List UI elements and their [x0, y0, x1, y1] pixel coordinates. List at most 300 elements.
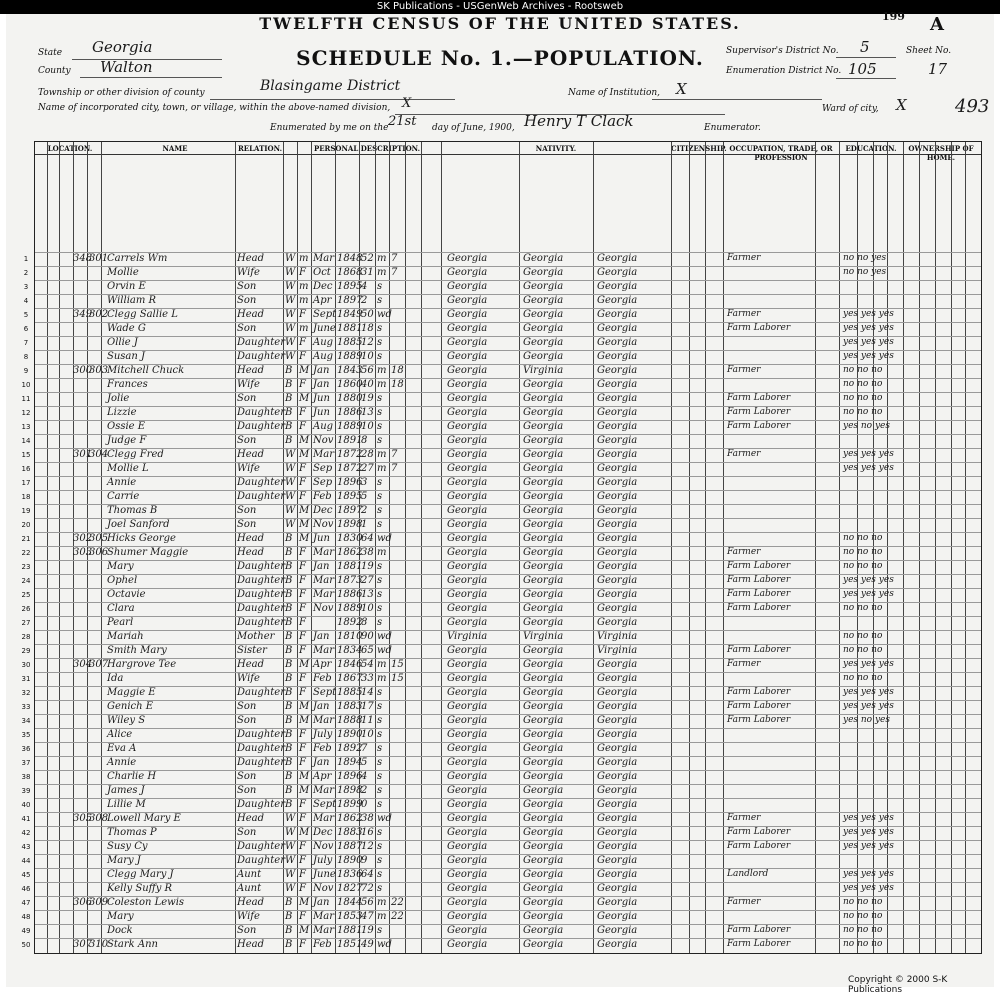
cell-education: no no no: [843, 939, 883, 949]
cell-sex: F: [299, 645, 306, 656]
cell-sex: F: [299, 911, 306, 922]
row-number: 36: [21, 745, 31, 753]
cell-birthplace: Georgia: [447, 323, 488, 334]
cell-birth-year: 1881: [337, 561, 363, 572]
cell-mother-birthplace: Georgia: [597, 561, 638, 572]
cell-family: 301: [89, 253, 109, 264]
cell-father-birthplace: Georgia: [523, 281, 564, 292]
cell-marital: m: [377, 253, 387, 264]
cell-birth-year: 1885: [337, 687, 363, 698]
cell-race: W: [285, 323, 296, 334]
cell-sex: F: [299, 351, 306, 362]
cell-relation: Mother: [237, 631, 275, 642]
cell-age: 33: [361, 673, 374, 684]
cell-father-birthplace: Georgia: [523, 771, 564, 782]
cell-name: Dock: [107, 925, 133, 936]
cell-father-birthplace: Georgia: [523, 533, 564, 544]
cell-marital: s: [377, 785, 383, 796]
cell-birth-year: 1880: [337, 393, 363, 404]
cell-marital: wd: [377, 813, 392, 824]
cell-relation: Daughter: [237, 491, 285, 502]
cell-sex: M: [299, 365, 310, 376]
cell-birthplace: Georgia: [447, 295, 488, 306]
cell-father-birthplace: Georgia: [523, 547, 564, 558]
cell-father-birthplace: Georgia: [523, 323, 564, 334]
cell-birth-month: June: [313, 869, 336, 880]
cell-name: Wiley S: [107, 715, 146, 726]
table-row: [35, 434, 981, 435]
cell-father-birthplace: Georgia: [523, 841, 564, 852]
cell-dwelling: 305: [73, 813, 93, 824]
cell-father-birthplace: Georgia: [523, 827, 564, 838]
cell-name: Ollie J: [107, 337, 138, 348]
cell-race: B: [285, 701, 293, 712]
cell-occupation: Farmer: [727, 365, 761, 375]
cell-relation: Daughter: [237, 421, 285, 432]
row-number: 33: [21, 703, 31, 711]
cell-birth-month: Nov: [313, 603, 334, 614]
row-number: 41: [21, 815, 31, 823]
cell-relation: Son: [237, 827, 257, 838]
cell-birth-month: Nov: [313, 883, 334, 894]
cell-birthplace: Georgia: [447, 785, 488, 796]
cell-race: B: [285, 715, 293, 726]
cell-birth-year: 1892: [337, 617, 363, 628]
cell-birth-month: Feb: [313, 491, 332, 502]
cell-race: B: [285, 393, 293, 404]
cell-birthplace: Georgia: [447, 841, 488, 852]
row-number: 19: [21, 507, 31, 515]
cell-sex: F: [299, 631, 306, 642]
cell-name: Wade G: [107, 323, 146, 334]
cell-occupation: Farm Laborer: [727, 939, 791, 949]
cell-mother-birthplace: Georgia: [597, 351, 638, 362]
cell-marital: s: [377, 855, 383, 866]
cell-education: yes yes yes: [843, 841, 894, 851]
cell-birth-month: Feb: [313, 939, 332, 950]
table-row: [35, 252, 981, 253]
cell-occupation: Farmer: [727, 309, 761, 319]
cell-race: W: [285, 295, 296, 306]
cell-age: 4: [361, 281, 368, 292]
cell-birth-month: Dec: [313, 505, 333, 516]
cell-occupation: Landlord: [727, 869, 769, 879]
cell-relation: Son: [237, 323, 257, 334]
cell-relation: Daughter: [237, 799, 285, 810]
cell-mother-birthplace: Georgia: [597, 477, 638, 488]
cell-mother-birthplace: Georgia: [597, 435, 638, 446]
cell-name: Clegg Mary J: [107, 869, 174, 880]
column-rule: [705, 142, 706, 953]
cell-name: Maggie E: [107, 687, 156, 698]
cell-birth-month: Mar: [313, 813, 334, 824]
column-rule: [815, 142, 816, 953]
cell-name: Hicks George: [107, 533, 176, 544]
cell-birth-month: Aug: [313, 351, 334, 362]
cell-mother-birthplace: Georgia: [597, 785, 638, 796]
row-number: 39: [21, 787, 31, 795]
cell-sex: m: [299, 295, 309, 306]
cell-occupation: Farmer: [727, 449, 761, 459]
cell-sex: F: [299, 687, 306, 698]
cell-marital: s: [377, 351, 383, 362]
cell-father-birthplace: Georgia: [523, 729, 564, 740]
cell-birthplace: Georgia: [447, 925, 488, 936]
cell-name: Mollie L: [107, 463, 149, 474]
cell-family: 310: [89, 939, 109, 950]
cell-birth-month: Apr: [313, 771, 332, 782]
row-number: 4: [23, 297, 29, 305]
cell-race: B: [285, 729, 293, 740]
cell-race: W: [285, 477, 296, 488]
cell-marital: s: [377, 337, 383, 348]
column-rule: [903, 142, 904, 953]
cell-mother-birthplace: Georgia: [597, 253, 638, 264]
cell-relation: Daughter: [237, 589, 285, 600]
cell-birthplace: Georgia: [447, 603, 488, 614]
cell-relation: Daughter: [237, 743, 285, 754]
row-number: 37: [21, 759, 31, 767]
cell-education: yes no yes: [843, 421, 890, 431]
cell-education: no no yes: [843, 253, 887, 263]
cell-mother-birthplace: Georgia: [597, 743, 638, 754]
cell-dwelling: 304: [73, 659, 93, 670]
sheet-label: Sheet No.: [906, 46, 952, 56]
schedule-title: SCHEDULE No. 1.—POPULATION.: [296, 46, 704, 70]
cell-education: no no no: [843, 379, 883, 389]
column-rule: [389, 142, 390, 953]
cell-years-married: 7: [391, 267, 398, 278]
cell-family: 306: [89, 547, 109, 558]
cell-occupation: Farm Laborer: [727, 575, 791, 585]
cell-name: Annie: [107, 757, 137, 768]
cell-father-birthplace: Georgia: [523, 659, 564, 670]
cell-mother-birthplace: Virginia: [597, 631, 638, 642]
cell-marital: s: [377, 617, 383, 628]
cell-birth-year: 1888: [337, 715, 363, 726]
cell-birth-month: Jun: [313, 407, 330, 418]
cell-age: 13: [361, 407, 374, 418]
cell-occupation: Farm Laborer: [727, 687, 791, 697]
cell-marital: s: [377, 771, 383, 782]
table-row: [35, 336, 981, 337]
cell-birth-year: 1848: [337, 253, 363, 264]
cell-race: B: [285, 911, 293, 922]
row-number: 5: [23, 311, 29, 319]
cell-birth-year: 1868: [337, 267, 363, 278]
cell-race: B: [285, 757, 293, 768]
cell-birthplace: Georgia: [447, 449, 488, 460]
cell-birthplace: Georgia: [447, 281, 488, 292]
cell-birth-year: 1892: [337, 743, 363, 754]
cell-sex: M: [299, 533, 310, 544]
cell-birth-year: 1844: [337, 897, 363, 908]
cell-name: Carrels Wm: [107, 253, 168, 264]
cell-birth-year: 1899: [337, 799, 363, 810]
cell-birth-year: 1883: [337, 827, 363, 838]
cell-age: 2: [361, 295, 368, 306]
cell-name: Ossie E: [107, 421, 146, 432]
cell-dwelling: 302: [73, 533, 93, 544]
cell-father-birthplace: Georgia: [523, 785, 564, 796]
cell-birth-month: Aug: [313, 421, 334, 432]
cell-sex: M: [299, 505, 310, 516]
cell-father-birthplace: Georgia: [523, 701, 564, 712]
cell-education: yes yes yes: [843, 323, 894, 333]
cell-birth-month: Sept: [313, 799, 337, 810]
column-rule: [405, 142, 406, 953]
cell-marital: m: [377, 911, 387, 922]
col-occupation: OCCUPATION, TRADE, OR PROFESSION: [729, 144, 833, 162]
cell-sex: F: [299, 561, 306, 572]
cell-birthplace: Georgia: [447, 477, 488, 488]
cell-birth-year: 1873: [337, 575, 363, 586]
cell-marital: s: [377, 799, 383, 810]
cell-name: Alice: [107, 729, 133, 740]
cell-name: Lowell Mary E: [107, 813, 181, 824]
cell-years-married: 7: [391, 449, 398, 460]
cell-age: 18: [361, 323, 374, 334]
column-rule: [965, 142, 966, 953]
cell-name: Clegg Sallie L: [107, 309, 178, 320]
cell-birth-year: 1862: [337, 813, 363, 824]
cell-father-birthplace: Georgia: [523, 449, 564, 460]
cell-mother-birthplace: Georgia: [597, 295, 638, 306]
cell-marital: m: [377, 673, 387, 684]
cell-birth-month: Jan: [313, 365, 330, 376]
cell-dwelling: 301: [73, 449, 93, 460]
cell-marital: wd: [377, 939, 392, 950]
table-row: [35, 616, 981, 617]
cell-mother-birthplace: Georgia: [597, 589, 638, 600]
cell-relation: Wife: [237, 673, 260, 684]
cell-race: W: [285, 463, 296, 474]
cell-birth-month: Sep: [313, 463, 333, 474]
cell-relation: Daughter: [237, 729, 285, 740]
cell-mother-birthplace: Georgia: [597, 281, 638, 292]
cell-occupation: Farm Laborer: [727, 421, 791, 431]
cell-birth-month: Sept: [313, 309, 337, 320]
column-rule: [671, 142, 672, 953]
cell-marital: s: [377, 589, 383, 600]
cell-years-married: 15: [391, 673, 404, 684]
cell-race: B: [285, 407, 293, 418]
incorporated-value: X: [402, 96, 412, 111]
cell-father-birthplace: Georgia: [523, 463, 564, 474]
row-number: 17: [21, 479, 31, 487]
cell-relation: Daughter: [237, 337, 285, 348]
cell-birth-year: 1860: [337, 379, 363, 390]
cell-race: B: [285, 799, 293, 810]
cell-age: 65: [361, 645, 374, 656]
cell-age: 27: [361, 575, 374, 586]
cell-father-birthplace: Georgia: [523, 617, 564, 628]
cell-occupation: Farmer: [727, 253, 761, 263]
cell-birth-month: Jan: [313, 631, 330, 642]
cell-mother-birthplace: Georgia: [597, 799, 638, 810]
ward-label: Ward of city,: [822, 104, 879, 114]
row-number: 47: [21, 899, 31, 907]
cell-birth-year: 1894: [337, 757, 363, 768]
cell-name: Stark Ann: [107, 939, 158, 950]
cell-mother-birthplace: Georgia: [597, 897, 638, 908]
table-row: [35, 742, 981, 743]
supervisor-label: Supervisor's District No.: [726, 46, 839, 56]
table-row: [35, 672, 981, 673]
cell-sex: F: [299, 813, 306, 824]
cell-occupation: Farm Laborer: [727, 715, 791, 725]
cell-birth-month: Aug: [313, 337, 334, 348]
township-value: Blasingame District: [260, 78, 401, 94]
row-number: 6: [23, 325, 29, 333]
row-number: 22: [21, 549, 31, 557]
cell-age: 2: [361, 505, 368, 516]
cell-birthplace: Georgia: [447, 799, 488, 810]
cell-relation: Head: [237, 449, 265, 460]
cell-father-birthplace: Georgia: [523, 435, 564, 446]
table-row: [35, 406, 981, 407]
row-number: 26: [21, 605, 31, 613]
page-letter: A: [930, 14, 944, 35]
cell-birth-month: Mar: [313, 911, 334, 922]
cell-mother-birthplace: Georgia: [597, 267, 638, 278]
cell-marital: s: [377, 435, 383, 446]
cell-father-birthplace: Georgia: [523, 757, 564, 768]
enumerated-prefix: Enumerated by me on the: [270, 123, 389, 133]
table-row: [35, 770, 981, 771]
cell-age: 64: [361, 533, 374, 544]
cell-education: no no no: [843, 407, 883, 417]
cell-education: no no no: [843, 897, 883, 907]
cell-birth-month: Mar: [313, 925, 334, 936]
cell-relation: Daughter: [237, 351, 285, 362]
cell-age: 28: [361, 449, 374, 460]
column-rule: [297, 142, 298, 953]
cell-relation: Son: [237, 925, 257, 936]
cell-sex: M: [299, 827, 310, 838]
cell-mother-birthplace: Georgia: [597, 365, 638, 376]
cell-age: 64: [361, 869, 374, 880]
cell-name: Lillie M: [107, 799, 146, 810]
cell-age: 49: [361, 939, 374, 950]
cell-father-birthplace: Georgia: [523, 309, 564, 320]
cell-race: W: [285, 281, 296, 292]
cell-mother-birthplace: Georgia: [597, 547, 638, 558]
cell-mother-birthplace: Georgia: [597, 911, 638, 922]
cell-birth-month: Mar: [313, 589, 334, 600]
table-row: [35, 714, 981, 715]
cell-race: B: [285, 533, 293, 544]
cell-sex: F: [299, 589, 306, 600]
cell-sex: F: [299, 421, 306, 432]
cell-sex: F: [299, 463, 306, 474]
cell-dwelling: 303: [73, 547, 93, 558]
column-rule: [689, 142, 690, 953]
row-number: 28: [21, 633, 31, 641]
row-number: 32: [21, 689, 31, 697]
cell-birthplace: Georgia: [447, 589, 488, 600]
cell-education: no no no: [843, 911, 883, 921]
cell-birth-year: 1881: [337, 925, 363, 936]
sheet-value: 17: [928, 60, 948, 78]
cell-sex: F: [299, 799, 306, 810]
cell-birth-year: 1827: [337, 883, 363, 894]
cell-race: B: [285, 547, 293, 558]
cell-education: yes yes yes: [843, 463, 894, 473]
col-location: LOCATION.: [47, 144, 93, 153]
cell-marital: s: [377, 869, 383, 880]
cell-name: Mary: [107, 561, 134, 572]
cell-marital: s: [377, 841, 383, 852]
enumerated-suffix: day of June, 1900,: [432, 123, 515, 133]
cell-education: yes no yes: [843, 715, 890, 725]
cell-education: no no no: [843, 533, 883, 543]
cell-marital: m: [377, 379, 387, 390]
cell-race: W: [285, 813, 296, 824]
row-number: 40: [21, 801, 31, 809]
column-rule: [235, 142, 236, 953]
cell-age: 38: [361, 813, 374, 824]
table-row: [35, 420, 981, 421]
cell-birth-month: Jun: [313, 393, 330, 404]
cell-education: no no no: [843, 603, 883, 613]
table-row: [35, 938, 981, 939]
cell-father-birthplace: Georgia: [523, 505, 564, 516]
table-row: [35, 728, 981, 729]
cell-education: yes yes yes: [843, 701, 894, 711]
cell-name: Kelly Suffy R: [107, 883, 173, 894]
cell-marital: m: [377, 547, 387, 558]
cell-race: W: [285, 491, 296, 502]
cell-relation: Son: [237, 295, 257, 306]
cell-race: B: [285, 673, 293, 684]
cell-relation: Head: [237, 309, 265, 320]
cell-relation: Son: [237, 771, 257, 782]
row-number: 16: [21, 465, 31, 473]
cell-marital: wd: [377, 631, 392, 642]
table-row: [35, 784, 981, 785]
enumerated-day: 21st: [388, 114, 417, 129]
township-label: Township or other division of county: [38, 88, 205, 98]
cell-age: 2: [361, 785, 368, 796]
cell-age: 38: [361, 547, 374, 558]
cell-father-birthplace: Georgia: [523, 295, 564, 306]
cell-education: no no yes: [843, 267, 887, 277]
cell-occupation: Farmer: [727, 813, 761, 823]
cell-birth-year: 1889: [337, 603, 363, 614]
cell-father-birthplace: Georgia: [523, 253, 564, 264]
cell-birth-month: Mar: [313, 645, 334, 656]
cell-occupation: Farmer: [727, 659, 761, 669]
cell-race: B: [285, 631, 293, 642]
cell-age: 7: [361, 743, 368, 754]
cell-mother-birthplace: Georgia: [597, 617, 638, 628]
cell-birthplace: Georgia: [447, 547, 488, 558]
cell-father-birthplace: Georgia: [523, 337, 564, 348]
cell-relation: Wife: [237, 463, 260, 474]
table-row: [35, 630, 981, 631]
table-row: [35, 826, 981, 827]
column-rule: [935, 142, 936, 953]
cell-birth-month: Jun: [313, 533, 330, 544]
row-number: 30: [21, 661, 31, 669]
row-number: 25: [21, 591, 31, 599]
cell-relation: Son: [237, 435, 257, 446]
cell-mother-birthplace: Georgia: [597, 323, 638, 334]
cell-relation: Daughter: [237, 575, 285, 586]
cell-mother-birthplace: Georgia: [597, 379, 638, 390]
cell-birthplace: Georgia: [447, 365, 488, 376]
